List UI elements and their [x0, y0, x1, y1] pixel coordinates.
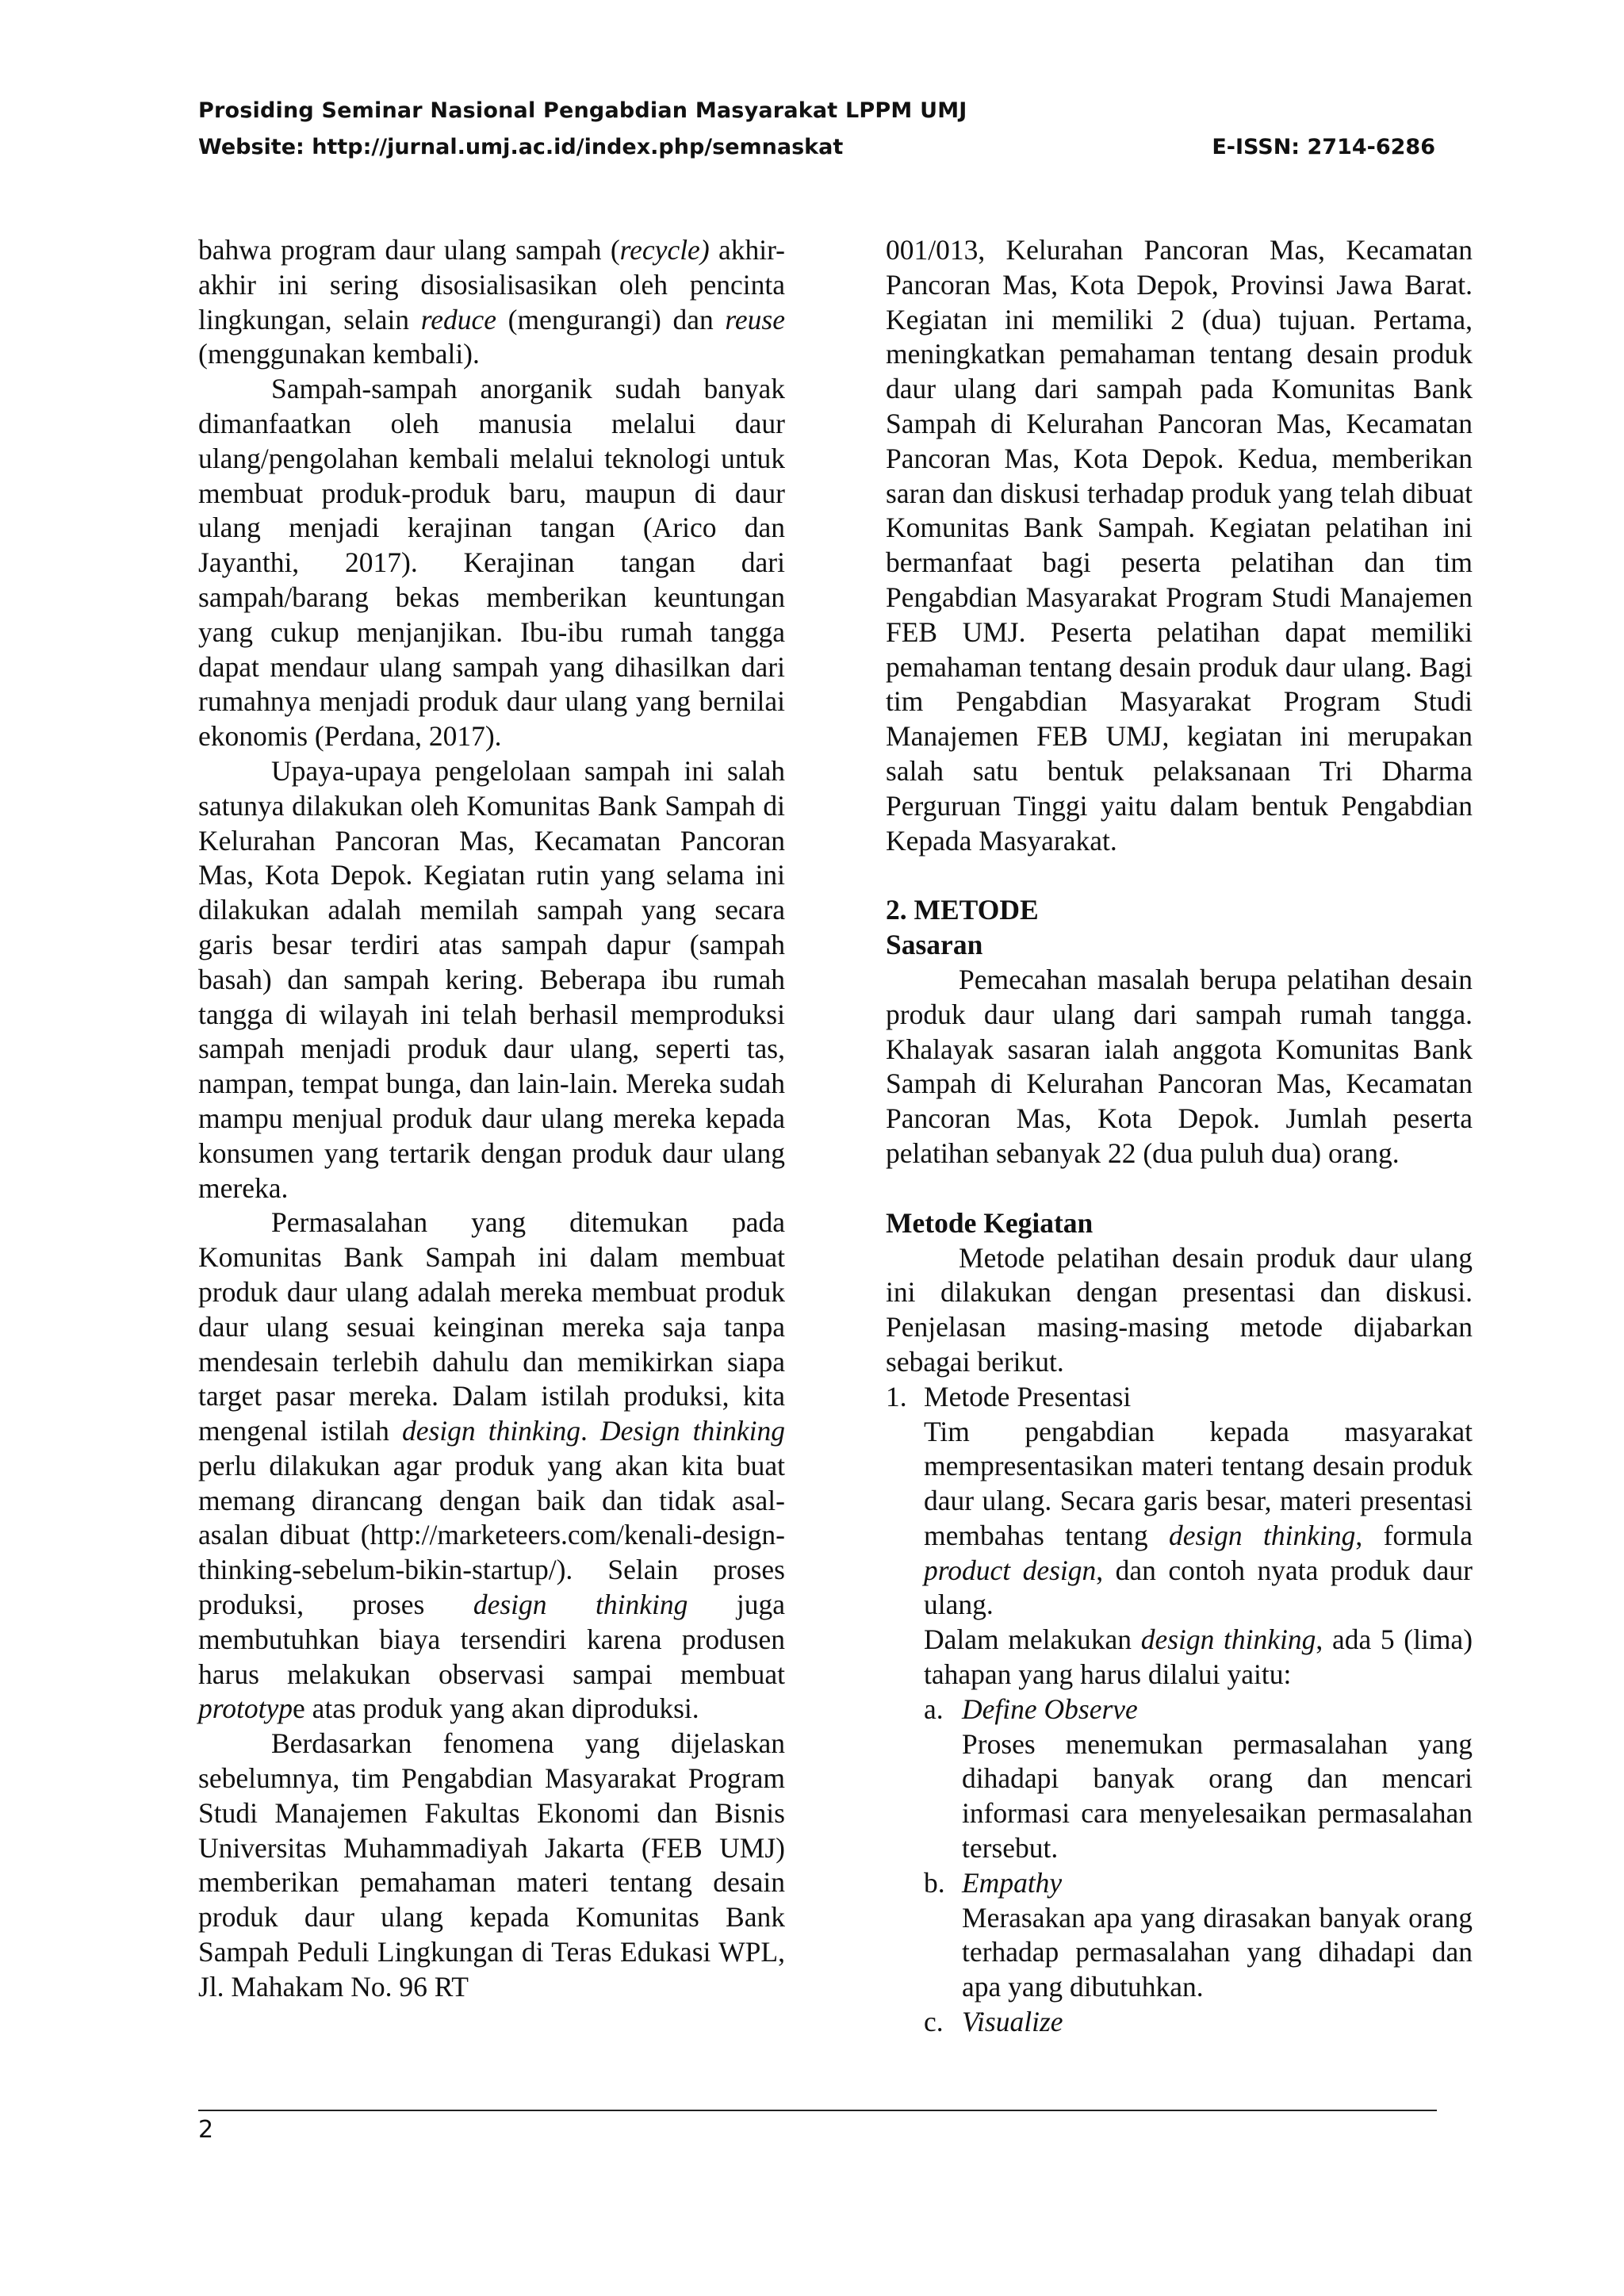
- list-item-body: Tim pengabdian kepada masyarakat mempresentasikan materi tentang desain produk daur ulang. Secara garis besar, materi presentasi membahas tentang design thinking, formula product design, dan contoh nyata produk daur ulang.: [924, 1415, 1473, 1621]
- header-issn: E-ISSN: 2714-6286: [1212, 135, 1435, 159]
- header-website: Website: http://jurnal.umj.ac.id/index.php/semnaskat: [198, 135, 844, 159]
- sub-list-item-body: Proses menemukan permasalahan yang dihadapi banyak orang dan mencari informasi cara menyelesaikan permasalahan tersebut.: [962, 1727, 1473, 1865]
- paragraph: Pemecahan masalah berupa pelatihan desain produk daur ulang dari sampah rumah tangga. Khalayak sasaran ialah anggota Komunitas Bank Sampah di Kelurahan Pancoran Mas, Kecamatan Pancoran Mas, Kota Depok. Jumlah peserta pelatihan sebanyak 22 (dua puluh dua) orang.: [886, 963, 1473, 1169]
- paragraph: Upaya-upaya pengelolaan sampah ini salah satunya dilakukan oleh Komunitas Bank Sampah di Kelurahan Pancoran Mas, Kecamatan Pancoran Mas, Kota Depok. Kegiatan rutin yang selama ini dilakukan adalah memilah sampah yang secara garis besar terdiri atas sampah dapur (sampah basah) dan sampah kering. Beberapa ibu rumah tangga di wilayah ini telah berhasil memproduksi sampah menjadi produk daur ulang, seperti tas, nampan, tempat bunga, dan lain-lain. Mereka sudah mampu menjual produk daur ulang mereka kepada konsumen yang tertarik dengan produk daur ulang mereka.: [198, 754, 785, 1204]
- paragraph-continued: 001/013, Kelurahan Pancoran Mas, Kecamatan Pancoran Mas, Kota Depok, Provinsi Jawa Barat. Kegiatan ini memiliki 2 (dua) tujuan. Pertama, meningkatkan pemahaman tentang desain produk daur ulang dari sampah pada Komunitas Bank Sampah di Kelurahan Pancoran Mas, Kecamatan Pancoran Mas, Kota Depok. Kedua, memberikan saran dan diskusi terhadap produk yang telah dibuat Komunitas Bank Sampah. Kegiatan pelatihan ini bermanfaat bagi peserta pelatihan dan tim Pengabdian Masyarakat Program Studi Manajemen FEB UMJ. Peserta pelatihan dapat memiliki pemahaman tentang desain produk daur ulang. Bagi tim Pengabdian Masyarakat Program Studi Manajemen FEB UMJ, kegiatan ini merupakan salah satu bentuk pelaksanaan Tri Dharma Perguruan Tinggi yaitu dalam bentuk Pengabdian Kepada Masyarakat.: [886, 234, 1473, 857]
- sub-list-item: a. Define Observe: [924, 1692, 1138, 1725]
- list-item-body: Dalam melakukan design thinking, ada 5 (lima) tahapan yang harus dilalui yaitu:: [924, 1623, 1473, 1691]
- paragraph: Berdasarkan fenomena yang dijelaskan sebelumnya, tim Pengabdian Masyarakat Program Studi Manajemen Fakultas Ekonomi dan Bisnis Universitas Muhammadiyah Jakarta (FEB UMJ) memberikan pemahaman materi tentang desain produk daur ulang kepada Komunitas Bank Sampah Peduli Lingkungan di Teras Edukasi WPL, Jl. Mahakam No. 96 RT: [198, 1727, 785, 2003]
- list-item: 1. Metode Presentasi: [886, 1380, 1132, 1412]
- running-header-meta: [198, 135, 1435, 159]
- subsection-heading: Metode Kegiatan: [886, 1206, 1094, 1239]
- paragraph-continued: bahwa program daur ulang sampah (recycle) akhir-akhir ini sering disosialisasikan oleh pencinta lingkungan, selain reduce (mengurangi) dan reuse (menggunakan kembali).: [198, 234, 786, 370]
- sub-list-item: c. Visualize: [924, 2006, 1063, 2038]
- running-header-title: Prosiding Seminar Nasional Pengabdian Masyarakat LPPM UMJ: [198, 98, 967, 123]
- paragraph: Sampah-sampah anorganik sudah banyak dimanfaatkan oleh manusia melalui daur ulang/pengolahan kembali melalui teknologi untuk membuat produk-produk baru, maupun di daur ulang menjadi kerajinan tangan (Arico dan Jayanthi, 2017). Kerajinan tangan dari sampah/barang bekas memberikan keuntungan yang cukup menjanjikan. Ibu-ibu rumah tangga dapat mendaur ulang sampah yang dihasilkan dari rumahnya menjadi produk daur ulang yang bernilai ekonomis (Perdana, 2017).: [198, 373, 785, 753]
- right-column: [886, 233, 1473, 2040]
- page-number: 2: [198, 2116, 214, 2144]
- left-column: [198, 233, 785, 2005]
- section-heading: 2. METODE: [886, 894, 1039, 926]
- paragraph: Permasalahan yang ditemukan pada Komunitas Bank Sampah ini dalam membuat produk daur ulang adalah mereka membuat produk daur ulang sesuai keinginan mereka saja tanpa mendesain terlebih dahulu dan memikirkan siapa target pasar mereka. Dalam istilah produksi, kita mengenal istilah design thinking. Design thinking perlu dilakukan agar produk yang akan kita buat memang dirancang dengan baik dan tidak asal-asalan dibuat (http://marketeers.com/kenali-design-thinking-sebelum-bikin-startup/). Selain proses produksi, proses design thinking juga membutuhkan biaya tersendiri karena produsen harus melakukan observasi sampai membuat prototype atas produk yang akan diproduksi.: [198, 1206, 785, 1725]
- subsection-heading: Sasaran: [886, 929, 983, 961]
- sub-list-item-body: Merasakan apa yang dirasakan banyak orang terhadap permasalahan yang dihadapi dan apa yang dibutuhkan.: [962, 1901, 1473, 2003]
- sub-list-item: b. Empathy: [924, 1866, 1063, 1899]
- paragraph: Metode pelatihan desain produk daur ulang ini dilakukan dengan presentasi dan diskusi. Penjelasan masing-masing metode dijabarkan sebagai berikut.: [886, 1241, 1473, 1378]
- footer-rule: [198, 2110, 1437, 2111]
